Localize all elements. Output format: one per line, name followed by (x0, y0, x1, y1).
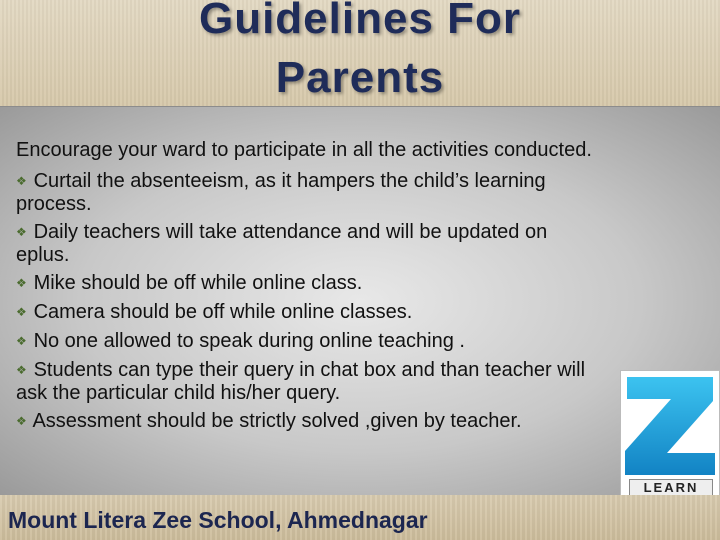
guideline-text: Daily teachers will take attendance and will be updated on (33, 221, 548, 243)
guideline-text: Camera should be off while online classes. (33, 301, 413, 323)
guideline-text: Curtail the absenteeism, as it hampers the child’s learning (33, 170, 546, 192)
diamond-bullet-icon: ❖ (16, 276, 27, 290)
guideline-text: Mike should be off while online class. (33, 272, 363, 294)
slide-header (0, 0, 720, 106)
diamond-bullet-icon: ❖ (16, 363, 27, 377)
diamond-bullet-icon: ❖ (16, 334, 27, 348)
guideline-item (16, 220, 716, 244)
guideline-item-continued (16, 192, 716, 216)
guideline-text: Assessment should be strictly solved ,given by teacher. (32, 410, 522, 432)
slide-title-line1: Guidelines For (198, 0, 522, 43)
guideline-text: No one allowed to speak during online teaching . (33, 330, 465, 352)
guideline-item (16, 138, 716, 162)
zee-z-icon (621, 371, 720, 479)
slide-content (0, 106, 720, 495)
guideline-item (16, 409, 716, 433)
guideline-item-continued (16, 381, 716, 405)
guideline-text: ask the particular child his/her query. (16, 382, 341, 404)
guideline-item (16, 169, 716, 193)
guideline-item (16, 300, 716, 324)
guideline-text: Students can type their query in chat box and than teacher will (33, 359, 586, 381)
guideline-text: process. (16, 193, 92, 215)
diamond-bullet-icon: ❖ (16, 414, 27, 428)
zee-learn-logo (620, 370, 720, 502)
guideline-text: eplus. (16, 244, 70, 266)
slide-title-line2: Parents (275, 53, 445, 102)
logo-learn-text: LEARN (629, 479, 713, 497)
guideline-item (16, 329, 716, 353)
diamond-bullet-icon: ❖ (16, 174, 27, 188)
diamond-bullet-icon: ❖ (16, 305, 27, 319)
guideline-item (16, 358, 716, 382)
guideline-item-continued (16, 243, 716, 267)
guideline-text: Encourage your ward to participate in all the activities conducted. (16, 139, 592, 161)
slide-footer (0, 495, 720, 540)
guideline-item (16, 271, 716, 295)
diamond-bullet-icon: ❖ (16, 225, 27, 239)
school-name: Mount Litera Zee School, Ahmednagar (8, 507, 428, 533)
